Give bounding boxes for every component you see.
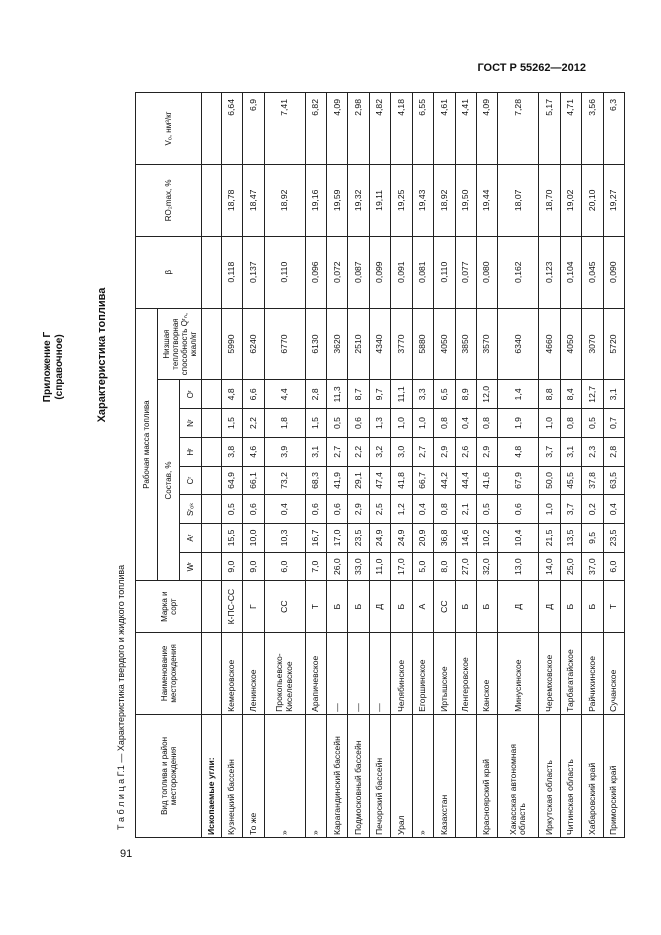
cell-q: 6240 — [243, 308, 264, 380]
cell-deposit: Арапичевское — [305, 632, 326, 714]
cell-o: 11,3 — [327, 380, 348, 409]
cell-o: 8,4 — [560, 380, 581, 409]
cell-n: 0,8 — [434, 409, 455, 438]
cell-c: 66,7 — [412, 466, 433, 495]
cell-o: 6,6 — [243, 380, 264, 409]
cell-w: 37,0 — [582, 552, 603, 581]
cell-c: 73,2 — [264, 466, 305, 495]
table-row — [582, 93, 603, 838]
cell-n: 1,9 — [498, 409, 539, 438]
cell-ro2: 19,43 — [412, 164, 433, 236]
table-row — [455, 93, 476, 838]
cell-q: 3850 — [455, 308, 476, 380]
cell-s: 0,6 — [498, 495, 539, 524]
page-number: 91 — [120, 848, 133, 860]
cell-n: 2,2 — [243, 409, 264, 438]
cell-s: 0,4 — [412, 495, 433, 524]
cell-a: 20,9 — [412, 524, 433, 553]
cell-q: 3570 — [477, 308, 498, 380]
cell-s: 1,0 — [539, 495, 560, 524]
cell-h: 2,8 — [603, 437, 625, 466]
cell-q: 2510 — [348, 308, 369, 380]
cell-q: 5990 — [222, 308, 243, 380]
cell-deposit: Иртышское — [434, 632, 455, 714]
cell-w: 9,0 — [243, 552, 264, 581]
cell-ro2: 19,16 — [305, 164, 326, 236]
standard-number: ГОСТ Р 55262—2012 — [477, 62, 586, 74]
cell-q: 3770 — [391, 308, 412, 380]
header-heat: Низшая теплотворная способность Qʳₙ, ккал/кг — [158, 308, 202, 380]
cell-v: 6,3 — [603, 93, 625, 165]
cell-a: 17,0 — [327, 524, 348, 553]
cell-o: 8,8 — [539, 380, 560, 409]
cell-w: 32,0 — [477, 552, 498, 581]
cell-h: 3,1 — [560, 437, 581, 466]
cell-o: 4,8 — [222, 380, 243, 409]
cell-ro2: 19,11 — [369, 164, 390, 236]
cell-beta: 0,162 — [498, 236, 539, 308]
cell-a: 23,5 — [603, 524, 625, 553]
cell-o: 11,1 — [391, 380, 412, 409]
cell-n: 1,0 — [391, 409, 412, 438]
cell-deposit: — — [348, 632, 369, 714]
cell-deposit: — — [369, 632, 390, 714]
cell-c: 63,5 — [603, 466, 625, 495]
cell-region — [455, 714, 476, 837]
cell-o: 3,1 — [603, 380, 625, 409]
cell-a: 13,5 — [560, 524, 581, 553]
cell-s: 2,9 — [348, 495, 369, 524]
cell-grade: Б — [477, 581, 498, 632]
cell-a: 16,7 — [305, 524, 326, 553]
cell-o: 12,7 — [582, 380, 603, 409]
cell-deposit: Канское — [477, 632, 498, 714]
cell-n: 0,5 — [582, 409, 603, 438]
cell-region: Урал — [391, 714, 412, 837]
cell-ro2: 18,92 — [264, 164, 305, 236]
cell-o: 1,4 — [498, 380, 539, 409]
cell-s: 0,6 — [243, 495, 264, 524]
cell-h: 2,7 — [327, 437, 348, 466]
cell-ro2: 18,47 — [243, 164, 264, 236]
cell-region: Подмосковный бассейн — [348, 714, 369, 837]
cell-beta: 0,123 — [539, 236, 560, 308]
cell-deposit: Ленинское — [243, 632, 264, 714]
cell-c: 41,8 — [391, 466, 412, 495]
cell-a: 15,5 — [222, 524, 243, 553]
cell-deposit: Ленгеровское — [455, 632, 476, 714]
cell-q: 4050 — [560, 308, 581, 380]
cell-a: 9,5 — [582, 524, 603, 553]
cell-a: 10,2 — [477, 524, 498, 553]
cell-q: 6340 — [498, 308, 539, 380]
table-row — [539, 93, 560, 838]
cell-o: 8,7 — [348, 380, 369, 409]
cell-region: Красноярский край — [477, 714, 498, 837]
cell-ro2: 18,78 — [222, 164, 243, 236]
cell-deposit: Райчихинское — [582, 632, 603, 714]
cell-beta: 0,087 — [348, 236, 369, 308]
cell-s: 2,5 — [369, 495, 390, 524]
cell-region: Хакасская автономная область — [498, 714, 539, 837]
cell-grade: Г — [243, 581, 264, 632]
cell-deposit: Прокопьевско-Киселевское — [264, 632, 305, 714]
cell-h: 2,7 — [412, 437, 433, 466]
cell-a: 10,0 — [243, 524, 264, 553]
cell-s: 0,5 — [477, 495, 498, 524]
cell-beta: 0,110 — [264, 236, 305, 308]
cell-v: 7,41 — [264, 93, 305, 165]
cell-v: 6,55 — [412, 93, 433, 165]
cell-s: 0,8 — [434, 495, 455, 524]
cell-grade: Т — [305, 581, 326, 632]
cell-w: 8,0 — [434, 552, 455, 581]
cell-deposit: Тарбагатайское — [560, 632, 581, 714]
cell-beta: 0,099 — [369, 236, 390, 308]
cell-region: Карагандинский бассейн — [327, 714, 348, 837]
cell-a: 14,6 — [455, 524, 476, 553]
cell-w: 6,0 — [264, 552, 305, 581]
cell-deposit: Кемеровское — [222, 632, 243, 714]
header-v: Vₒ, нм³/кг — [136, 93, 202, 165]
cell-a: 36,8 — [434, 524, 455, 553]
cell-beta: 0,045 — [582, 236, 603, 308]
table-row — [603, 93, 625, 838]
cell-region: Хабаровский край — [582, 714, 603, 837]
cell-a: 21,5 — [539, 524, 560, 553]
appendix-subtitle: (справочное) — [54, 334, 65, 400]
cell-v: 4,09 — [477, 93, 498, 165]
cell-h: 2,9 — [434, 437, 455, 466]
cell-v: 4,82 — [369, 93, 390, 165]
cell-q: 6130 — [305, 308, 326, 380]
cell-n: 0,8 — [477, 409, 498, 438]
header-beta: β — [136, 236, 202, 308]
cell-beta: 0,080 — [477, 236, 498, 308]
cell-n: 0,4 — [455, 409, 476, 438]
cell-h: 2,2 — [348, 437, 369, 466]
cell-w: 11,0 — [369, 552, 390, 581]
cell-v: 4,71 — [560, 93, 581, 165]
header-working-mass: Рабочая масса топлива — [136, 308, 158, 581]
cell-o: 6,5 — [434, 380, 455, 409]
header-h: Hʳ — [180, 437, 202, 466]
cell-w: 9,0 — [222, 552, 243, 581]
header-n: Nʳ — [180, 409, 202, 438]
header-o: Oʳ — [180, 380, 202, 409]
cell-w: 33,0 — [348, 552, 369, 581]
cell-ro2: 19,25 — [391, 164, 412, 236]
cell-beta: 0,090 — [603, 236, 625, 308]
cell-v: 5,17 — [539, 93, 560, 165]
cell-v: 6,82 — [305, 93, 326, 165]
cell-q: 4050 — [434, 308, 455, 380]
cell-o: 4,4 — [264, 380, 305, 409]
cell-h: 3,8 — [222, 437, 243, 466]
cell-grade: А — [412, 581, 433, 632]
cell-s: 0,5 — [222, 495, 243, 524]
cell-beta: 0,104 — [560, 236, 581, 308]
cell-grade: К-ПС-СС — [222, 581, 243, 632]
cell-s: 0,6 — [327, 495, 348, 524]
cell-deposit: Челябинское — [391, 632, 412, 714]
cell-v: 4,41 — [455, 93, 476, 165]
header-ro2: RO₂max, % — [136, 164, 202, 236]
appendix-title: Приложение Г — [42, 331, 53, 403]
section-title: Характеристика топлива — [96, 287, 108, 423]
cell-v: 6,64 — [222, 93, 243, 165]
cell-c: 44,4 — [455, 466, 476, 495]
cell-beta: 0,081 — [412, 236, 433, 308]
cell-v: 7,28 — [498, 93, 539, 165]
cell-c: 37,8 — [582, 466, 603, 495]
cell-q: 6770 — [264, 308, 305, 380]
cell-c: 41,9 — [327, 466, 348, 495]
cell-w: 5,0 — [412, 552, 433, 581]
cell-h: 3,2 — [369, 437, 390, 466]
cell-v: 4,61 — [434, 93, 455, 165]
table-row — [498, 93, 539, 838]
cell-w: 14,0 — [539, 552, 560, 581]
cell-region: Казахстан — [434, 714, 455, 837]
cell-c: 45,5 — [560, 466, 581, 495]
cell-q: 5720 — [603, 308, 625, 380]
cell-s: 0,2 — [582, 495, 603, 524]
cell-beta: 0,091 — [391, 236, 412, 308]
table-row — [412, 93, 433, 838]
cell-grade: Д — [539, 581, 560, 632]
cell-q: 3070 — [582, 308, 603, 380]
cell-w: 26,0 — [327, 552, 348, 581]
table-row — [477, 93, 498, 838]
cell-ro2: 18,07 — [498, 164, 539, 236]
cell-ro2: 18,70 — [539, 164, 560, 236]
cell-w: 17,0 — [391, 552, 412, 581]
header-deposit: Наименование месторождения — [136, 632, 202, 714]
cell-v: 4,09 — [327, 93, 348, 165]
cell-h: 3,9 — [264, 437, 305, 466]
cell-s: 0,6 — [305, 495, 326, 524]
cell-region: Кузнецкий бассейн — [222, 714, 243, 837]
cell-s: 3,7 — [560, 495, 581, 524]
cell-s: 1,2 — [391, 495, 412, 524]
cell-grade: СС — [434, 581, 455, 632]
cell-a: 24,9 — [391, 524, 412, 553]
cell-h: 2,6 — [455, 437, 476, 466]
cell-grade: Б — [560, 581, 581, 632]
table-row — [369, 93, 390, 838]
cell-deposit: Минусинское — [498, 632, 539, 714]
fuel-table-wrapper — [135, 92, 625, 838]
cell-grade: Т — [603, 581, 625, 632]
cell-c: 50,0 — [539, 466, 560, 495]
cell-a: 24,9 — [369, 524, 390, 553]
header-composition: Состав, % — [158, 380, 180, 581]
cell-q: 4660 — [539, 308, 560, 380]
table-caption: Т а б л и ц а Г.1 — Характеристика твердого и жидкого топлива — [116, 564, 126, 830]
cell-grade: Б — [582, 581, 603, 632]
cell-ro2: 19,44 — [477, 164, 498, 236]
cell-h: 2,9 — [477, 437, 498, 466]
cell-grade: Б — [455, 581, 476, 632]
cell-q: 3620 — [327, 308, 348, 380]
cell-region: Читинская область — [560, 714, 581, 837]
cell-o: 2,8 — [305, 380, 326, 409]
cell-grade: Б — [348, 581, 369, 632]
cell-region: » — [264, 714, 305, 837]
cell-c: 68,3 — [305, 466, 326, 495]
fuel-characteristics-table — [135, 92, 625, 838]
cell-a: 10,4 — [498, 524, 539, 553]
cell-h: 3,1 — [305, 437, 326, 466]
cell-w: 27,0 — [455, 552, 476, 581]
cell-n: 1,3 — [369, 409, 390, 438]
cell-c: 41,6 — [477, 466, 498, 495]
cell-grade: СС — [264, 581, 305, 632]
header-s: Sʳₒₖ — [180, 495, 202, 524]
cell-n: 1,5 — [222, 409, 243, 438]
cell-c: 44,2 — [434, 466, 455, 495]
cell-region: То же — [243, 714, 264, 837]
group-label: Ископаемые угли: — [202, 714, 222, 837]
cell-grade: Д — [369, 581, 390, 632]
cell-region: » — [412, 714, 433, 837]
cell-n: 0,8 — [560, 409, 581, 438]
cell-beta: 0,110 — [434, 236, 455, 308]
cell-s: 2,1 — [455, 495, 476, 524]
cell-deposit: Черемховское — [539, 632, 560, 714]
cell-ro2: 20,10 — [582, 164, 603, 236]
header-w: Wʳ — [180, 552, 202, 581]
table-row — [243, 93, 264, 838]
cell-beta: 0,072 — [327, 236, 348, 308]
cell-c: 29,1 — [348, 466, 369, 495]
cell-n: 0,6 — [348, 409, 369, 438]
cell-v: 2,98 — [348, 93, 369, 165]
cell-w: 25,0 — [560, 552, 581, 581]
cell-h: 3,7 — [539, 437, 560, 466]
cell-c: 66,1 — [243, 466, 264, 495]
cell-grade: Б — [391, 581, 412, 632]
cell-ro2: 19,59 — [327, 164, 348, 236]
cell-s: 0,4 — [264, 495, 305, 524]
cell-beta: 0,096 — [305, 236, 326, 308]
cell-o: 8,9 — [455, 380, 476, 409]
cell-q: 5880 — [412, 308, 433, 380]
header-fuel-type: Вид топлива и район месторождения — [136, 714, 202, 837]
cell-beta: 0,137 — [243, 236, 264, 308]
cell-region: Печорский бассейн — [369, 714, 390, 837]
cell-n: 1,8 — [264, 409, 305, 438]
cell-n: 1,0 — [412, 409, 433, 438]
cell-deposit: Сучанское — [603, 632, 625, 714]
table-row — [327, 93, 348, 838]
cell-o: 12,0 — [477, 380, 498, 409]
table-row — [222, 93, 243, 838]
cell-ro2: 19,27 — [603, 164, 625, 236]
cell-grade: Б — [327, 581, 348, 632]
cell-c: 67,9 — [498, 466, 539, 495]
cell-deposit: — — [327, 632, 348, 714]
cell-v: 3,56 — [582, 93, 603, 165]
cell-w: 7,0 — [305, 552, 326, 581]
header-a: Aʳ — [180, 524, 202, 553]
table-row — [305, 93, 326, 838]
cell-h: 4,6 — [243, 437, 264, 466]
cell-region: Иркутская область — [539, 714, 560, 837]
cell-grade: Д — [498, 581, 539, 632]
cell-q: 4340 — [369, 308, 390, 380]
group-row — [202, 93, 222, 838]
cell-s: 0,4 — [603, 495, 625, 524]
cell-n: 0,7 — [603, 409, 625, 438]
cell-c: 64,9 — [222, 466, 243, 495]
cell-v: 4,18 — [391, 93, 412, 165]
cell-o: 9,7 — [369, 380, 390, 409]
cell-o: 3,3 — [412, 380, 433, 409]
cell-region: » — [305, 714, 326, 837]
cell-region: Приморский край — [603, 714, 625, 837]
table-row — [434, 93, 455, 838]
cell-h: 4,8 — [498, 437, 539, 466]
cell-w: 6,0 — [603, 552, 625, 581]
appendix-heading — [42, 267, 66, 467]
table-row — [391, 93, 412, 838]
cell-n: 1,5 — [305, 409, 326, 438]
cell-deposit: Егоршинское — [412, 632, 433, 714]
cell-beta: 0,077 — [455, 236, 476, 308]
cell-ro2: 19,50 — [455, 164, 476, 236]
cell-ro2: 19,32 — [348, 164, 369, 236]
cell-h: 2,3 — [582, 437, 603, 466]
cell-h: 3,0 — [391, 437, 412, 466]
cell-beta: 0,118 — [222, 236, 243, 308]
table-row — [264, 93, 305, 838]
cell-a: 10,3 — [264, 524, 305, 553]
header-grade: Марка и сорт — [136, 581, 202, 632]
cell-c: 47,4 — [369, 466, 390, 495]
header-c: Cʳ — [180, 466, 202, 495]
cell-w: 13,0 — [498, 552, 539, 581]
cell-ro2: 18,92 — [434, 164, 455, 236]
cell-v: 6,9 — [243, 93, 264, 165]
cell-a: 23,5 — [348, 524, 369, 553]
cell-n: 0,5 — [327, 409, 348, 438]
table-row — [560, 93, 581, 838]
cell-ro2: 19,02 — [560, 164, 581, 236]
cell-n: 1,0 — [539, 409, 560, 438]
table-row — [348, 93, 369, 838]
